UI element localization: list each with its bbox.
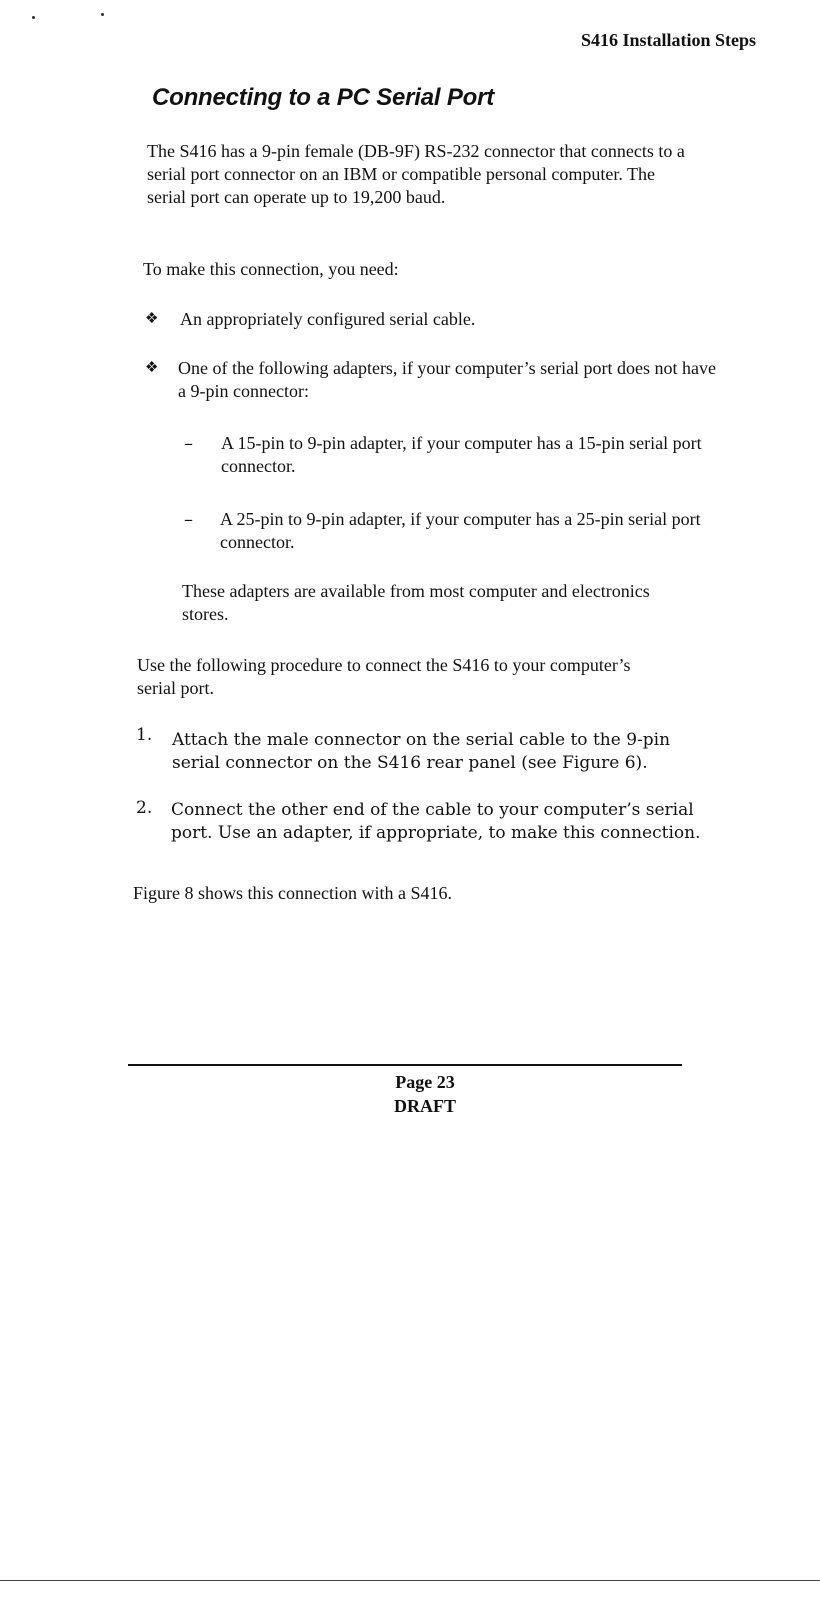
- scan-speck: [101, 13, 104, 16]
- page-number: Page 23: [395, 1072, 455, 1092]
- scan-edge-line: [0, 1580, 820, 1581]
- bullet-item: An appropriately configured serial cable.: [180, 309, 476, 329]
- draft-label: DRAFT: [394, 1096, 456, 1116]
- sub-item: A 15-pin to 9-pin adapter, if your computer has a 15-pin serial port connector.: [221, 433, 702, 476]
- figure-note: Figure 8 shows this connection with a S416.: [133, 883, 452, 903]
- footer-rule: [128, 1064, 682, 1066]
- diamond-bullet-icon: ❖: [145, 358, 159, 376]
- step-text: Attach the male connector on the serial cable to the 9-pin serial connector on the S416 rear panel (see Figure 6).: [172, 730, 671, 773]
- step-number: 2.: [136, 798, 153, 818]
- step-text: Connect the other end of the cable to your computer’s serial port. Use an adapter, if appropriate, to make this connection.: [171, 800, 701, 843]
- section-title: Connecting to a PC Serial Port: [152, 84, 495, 111]
- diamond-bullet-icon: ❖: [145, 309, 159, 327]
- procedure-intro: Use the following procedure to connect the S416 to your computer’s serial port.: [137, 655, 631, 698]
- dash-icon: –: [184, 433, 193, 454]
- bullet-item: One of the following adapters, if your computer’s serial port does not have a 9-pin connector:: [178, 358, 717, 401]
- dash-icon: –: [184, 509, 193, 530]
- running-header: S416 Installation Steps: [580, 30, 756, 50]
- adapters-note: These adapters are available from most computer and electronics stores.: [182, 581, 650, 624]
- need-intro: To make this connection, you need:: [143, 259, 399, 279]
- step-number: 1.: [136, 725, 153, 745]
- scan-speck: [32, 16, 35, 19]
- sub-item: A 25-pin to 9-pin adapter, if your computer has a 25-pin serial port connector.: [220, 509, 701, 552]
- intro-paragraph: The S416 has a 9-pin female (DB-9F) RS-232 connector that connects to a serial port connector on an IBM or compatible personal computer. The serial port can operate up to 19,200 baud.: [147, 141, 685, 207]
